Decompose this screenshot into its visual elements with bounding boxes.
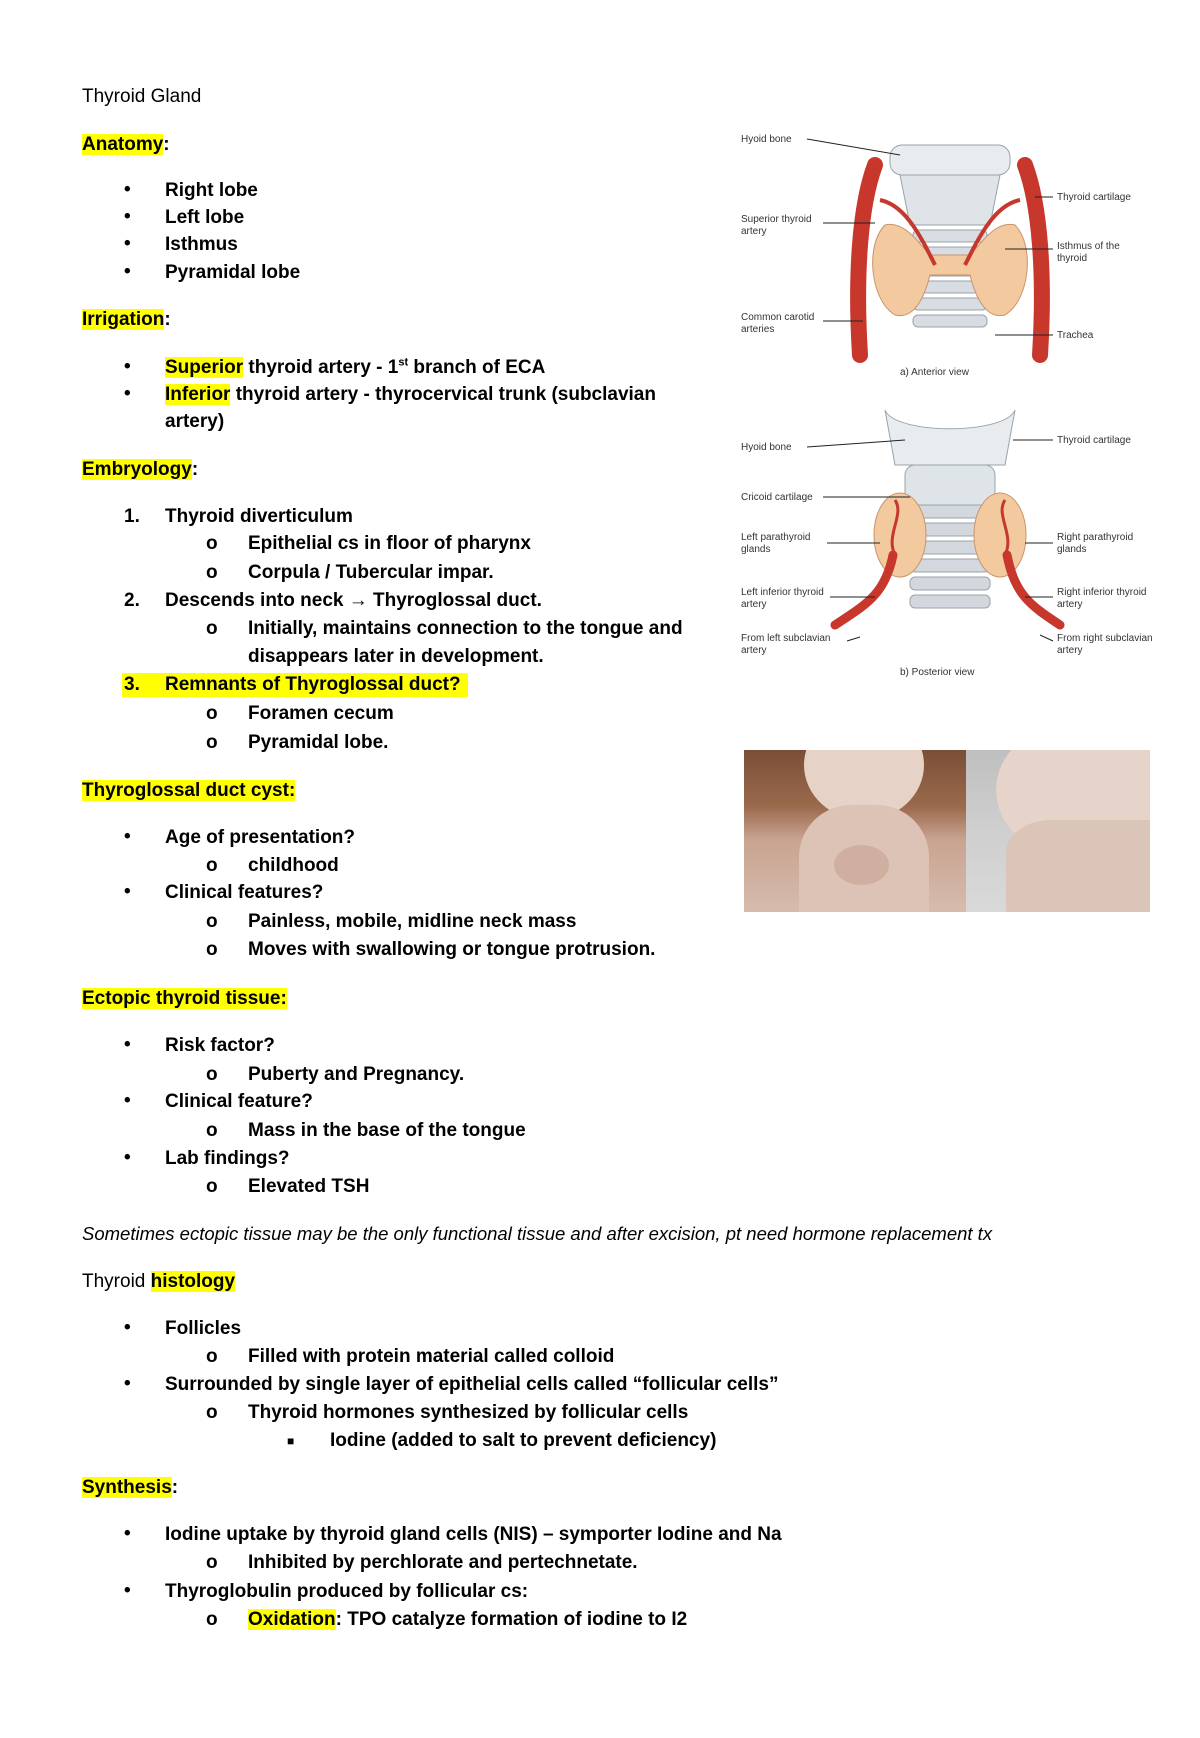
sub-bullet: o xyxy=(206,618,218,639)
histology-subsubitem: Iodine (added to salt to prevent deficiency) xyxy=(330,1430,717,1451)
anatomy-item: Left lobe xyxy=(165,207,245,228)
label-sup-thyroid: Superior thyroid xyxy=(741,214,812,225)
embryology-subitem-cont: disappears later in development. xyxy=(248,646,544,667)
ectopic-answer: Elevated TSH xyxy=(248,1176,370,1197)
label-thyroid-cartilage: Thyroid cartilage xyxy=(1057,435,1131,446)
histology-item: Surrounded by single layer of epithelial cells called “follicular cells” xyxy=(165,1374,779,1395)
caption-anterior: a) Anterior view xyxy=(900,367,969,378)
synthesis-subitem: Oxidation: TPO catalyze formation of iodine to I2 xyxy=(248,1609,688,1630)
cyst-question: Age of presentation? xyxy=(165,827,356,848)
label-isthmus-2: thyroid xyxy=(1057,253,1088,264)
bullet: • xyxy=(124,1317,131,1338)
label-sup-thyroid-2: artery xyxy=(741,226,767,237)
list-number: 1. xyxy=(124,506,140,527)
ectopic-answer: Puberty and Pregnancy. xyxy=(248,1064,465,1085)
cyst-answer: Moves with swallowing or tongue protrusion. xyxy=(248,939,656,960)
label-from-right-2: artery xyxy=(1057,645,1083,656)
label-isthmus: Isthmus of the xyxy=(1057,241,1120,252)
sub-bullet: o xyxy=(206,1402,218,1423)
irrigation-heading: Irrigation: xyxy=(82,309,171,330)
sub-bullet: o xyxy=(206,1552,218,1573)
label-thyroid-cartilage: Thyroid cartilage xyxy=(1057,192,1131,203)
bullet: • xyxy=(124,1034,131,1055)
embryology-subitem: Initially, maintains connection to the tongue and xyxy=(248,618,683,639)
label-left-parathyroid-2: glands xyxy=(741,544,771,555)
ectopic-question: Risk factor? xyxy=(165,1035,275,1056)
square-bullet: ■ xyxy=(287,1434,295,1448)
label-trachea: Trachea xyxy=(1057,330,1094,341)
sub-bullet: o xyxy=(206,1120,218,1141)
sub-bullet: o xyxy=(206,1346,218,1367)
sub-bullet: o xyxy=(206,732,218,753)
irrigation-item: Superior thyroid artery - 1st branch of ECA xyxy=(165,356,546,378)
label-hyoid: Hyoid bone xyxy=(741,134,792,145)
anatomy-heading: Anatomy: xyxy=(82,134,170,155)
ectopic-note: Sometimes ectopic tissue may be the only functional tissue and after excision, pt need hormone replacement tx xyxy=(82,1223,993,1244)
label-right-parathyroid-2: glands xyxy=(1057,544,1087,555)
label-right-inferior: Right inferior thyroid xyxy=(1057,587,1147,598)
bullet: • xyxy=(124,1147,131,1168)
caption-posterior: b) Posterior view xyxy=(900,667,975,678)
embryology-item: Remnants of Thyroglossal duct? xyxy=(165,674,461,695)
sub-bullet: o xyxy=(206,1176,218,1197)
cyst-heading: Thyroglossal duct cyst: xyxy=(82,780,296,801)
label-left-parathyroid: Left parathyroid xyxy=(741,532,811,543)
bullet: • xyxy=(124,1373,131,1394)
sub-bullet: o xyxy=(206,1609,218,1630)
label-right-parathyroid: Right parathyroid xyxy=(1057,532,1134,543)
cyst-question: Clinical features? xyxy=(165,882,324,903)
label-from-right: From right subclavian xyxy=(1057,633,1153,644)
bullet: • xyxy=(124,356,131,377)
ectopic-heading: Ectopic thyroid tissue: xyxy=(82,988,287,1009)
label-left-inferior: Left inferior thyroid xyxy=(741,587,824,598)
anatomy-item: Isthmus xyxy=(165,234,238,255)
sub-bullet: o xyxy=(206,533,218,554)
bullet: • xyxy=(124,179,131,200)
histology-heading: Thyroid histology xyxy=(82,1271,236,1292)
list-number: 3. xyxy=(124,674,140,695)
ectopic-question: Lab findings? xyxy=(165,1148,290,1169)
ectopic-question: Clinical feature? xyxy=(165,1091,313,1112)
bullet: • xyxy=(124,1580,131,1601)
thyroid-anterior-diagram xyxy=(735,125,1160,385)
histology-item: Follicles xyxy=(165,1318,242,1339)
synthesis-subitem: Inhibited by perchlorate and pertechnetate. xyxy=(248,1552,638,1573)
label-hyoid: Hyoid bone xyxy=(741,442,792,453)
bullet: • xyxy=(124,881,131,902)
label-cricoid: Cricoid cartilage xyxy=(741,492,813,503)
list-number: 2. xyxy=(124,590,140,611)
label-left-inferior-2: artery xyxy=(741,599,767,610)
label-right-inferior-2: artery xyxy=(1057,599,1083,610)
histology-subitem: Thyroid hormones synthesized by follicular cells xyxy=(248,1402,689,1423)
synthesis-item: Thyroglobulin produced by follicular cs: xyxy=(165,1581,529,1602)
bullet: • xyxy=(124,383,131,404)
anatomy-item: Right lobe xyxy=(165,180,258,201)
irrigation-item: Inferior thyroid artery - thyrocervical trunk (subclavian xyxy=(165,384,656,405)
label-from-left: From left subclavian xyxy=(741,633,831,644)
embryology-item: Descends into neck → Thyroglossal duct. xyxy=(165,590,542,611)
embryology-subitem: Foramen cecum xyxy=(248,703,394,724)
thyroid-posterior-diagram xyxy=(735,405,1160,680)
synthesis-item: Iodine uptake by thyroid gland cells (NIS) – symporter Iodine and Na xyxy=(165,1524,782,1545)
label-from-left-2: artery xyxy=(741,645,767,656)
embryology-subitem: Pyramidal lobe. xyxy=(248,732,389,753)
label-carotid: Common carotid xyxy=(741,312,815,323)
sub-bullet: o xyxy=(206,939,218,960)
neck-photo-front xyxy=(744,750,966,912)
bullet: • xyxy=(124,1090,131,1111)
cyst-answer: Painless, mobile, midline neck mass xyxy=(248,911,577,932)
synthesis-heading: Synthesis: xyxy=(82,1477,179,1498)
anatomy-item: Pyramidal lobe xyxy=(165,262,301,283)
page-title: Thyroid Gland xyxy=(82,86,202,107)
embryology-heading: Embryology: xyxy=(82,459,199,480)
irrigation-item-cont: artery) xyxy=(165,411,225,432)
embryology-subitem: Corpula / Tubercular impar. xyxy=(248,562,494,583)
label-carotid-2: arteries xyxy=(741,324,775,335)
neck-photo-side xyxy=(966,750,1150,912)
histology-subitem: Filled with protein material called colloid xyxy=(248,1346,615,1367)
embryology-subitem: Epithelial cs in floor of pharynx xyxy=(248,533,531,554)
sub-bullet: o xyxy=(206,855,218,876)
bullet: • xyxy=(124,261,131,282)
bullet: • xyxy=(124,826,131,847)
sub-bullet: o xyxy=(206,703,218,724)
sub-bullet: o xyxy=(206,911,218,932)
cyst-answer: childhood xyxy=(248,855,339,876)
ectopic-answer: Mass in the base of the tongue xyxy=(248,1120,526,1141)
bullet: • xyxy=(124,206,131,227)
bullet: • xyxy=(124,233,131,254)
bullet: • xyxy=(124,1523,131,1544)
sub-bullet: o xyxy=(206,562,218,583)
sub-bullet: o xyxy=(206,1064,218,1085)
embryology-item: Thyroid diverticulum xyxy=(165,506,353,527)
